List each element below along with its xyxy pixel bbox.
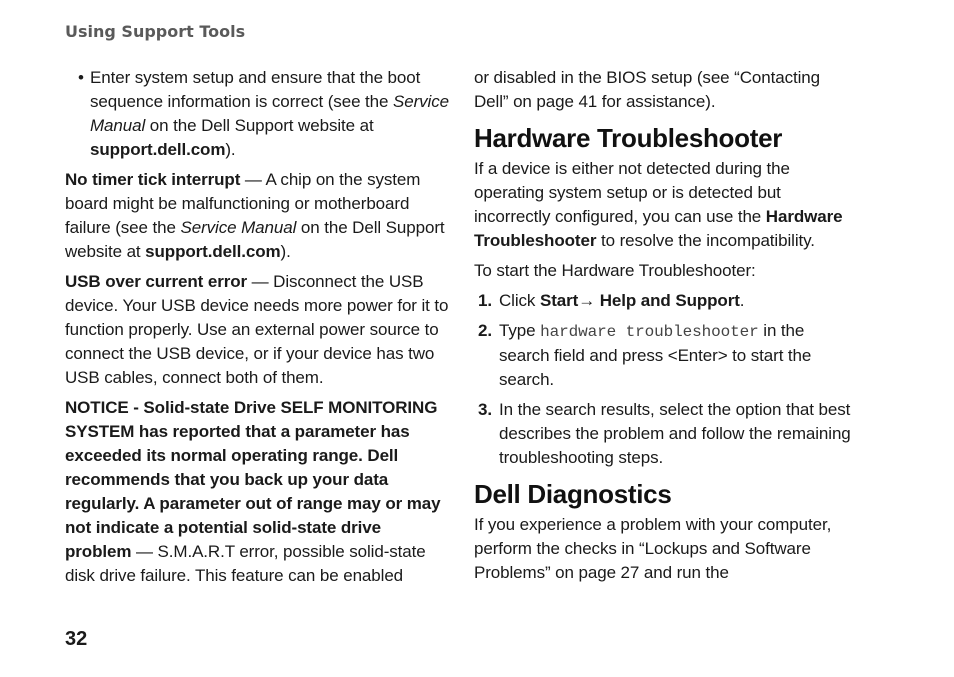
step-number: 3. [478, 400, 492, 419]
notice-paragraph: NOTICE - Solid-state Drive SELF MONITORING SYSTEM has reported that a parameter has exceeded its normal operating range. Dell recommends that you back up your data regularly. A parameter out of range may or may not indicate a potential solid-state drive problem — S.M.A.R.T error, possible solid-state disk drive failure. This feature can be enabled [65, 398, 441, 585]
step-number: 1. [478, 291, 492, 310]
step-number: 2. [478, 321, 492, 340]
step-item: 3. In the search results, select the option that best describes the problem and follow the remaining troubleshooting steps. [478, 400, 851, 467]
hardware-troubleshooter-term: Hardware Troubleshooter [474, 207, 843, 250]
support-link: support.dell.com [90, 140, 226, 159]
page-number: 32 [65, 628, 88, 650]
service-manual-ref: Service Manual [90, 92, 449, 135]
right-column [474, 66, 854, 591]
left-column [65, 66, 450, 594]
dell-diagnostics-heading: Dell Diagnostics [474, 479, 672, 509]
usb-error-paragraph: USB over current error — Disconnect the USB device. Your USB device needs more power for it to function properly. Use an external power source to connect the USB device, or if your device has two USB cables, connect both of them. [65, 272, 449, 387]
bullet-glyph: • [78, 68, 84, 87]
arrow-icon: → [578, 291, 596, 310]
bullet-text: Enter system setup and ensure that the boot sequence information is correct (see the [90, 68, 421, 111]
hardware-troubleshooter-paragraph: If a device is either not detected during the operating system setup or is detected but incorrectly configured, you can use the Hardware Troubleshooter to resolve the incompatibility. [474, 159, 843, 250]
bullet-enter-system-setup: • Enter system setup and ensure that the boot sequence information is correct (see the Service Manual on the Dell Support website at support.dell.com). [78, 68, 449, 159]
step-item: 1. Click Start→ Help and Support. [474, 289, 854, 313]
continuation-paragraph: or disabled in the BIOS setup (see “Contacting Dell” on page 41 for assistance). [474, 68, 820, 111]
error-term: No timer tick interrupt [65, 170, 241, 189]
start-menu-term: Start [539, 291, 579, 310]
error-term: USB over current error [65, 272, 248, 291]
troubleshooter-steps [474, 289, 854, 470]
notice-text: NOTICE - Solid-state Drive SELF MONITORING SYSTEM has reported that a parameter has exceeded its normal operating range. Dell recommends that you back up your data regularly. A parameter out of range may or may not indicate a potential solid-state drive problem [65, 398, 441, 561]
service-manual-ref: Service Manual [180, 218, 297, 237]
search-term-code: hardware troubleshooter [540, 323, 759, 341]
step-item: 2. Type hardware troubleshooter in the search field and press <Enter> to start the search. [478, 321, 812, 389]
support-link: support.dell.com [145, 242, 281, 261]
hardware-troubleshooter-heading: Hardware Troubleshooter [474, 123, 783, 153]
running-head: Using Support Tools [65, 22, 246, 41]
help-support-term: Help and Support [595, 291, 740, 310]
no-timer-tick-paragraph: No timer tick interrupt — A chip on the system board might be malfunctioning or motherboard failure (see the Service Manual on the Dell Support website at support.dell.com). [65, 170, 445, 261]
hardware-troubleshooter-intro: To start the Hardware Troubleshooter: [474, 261, 756, 280]
dell-diagnostics-paragraph: If you experience a problem with your computer, perform the checks in “Lockups and Software Problems” on page 27 and run the [474, 515, 832, 582]
